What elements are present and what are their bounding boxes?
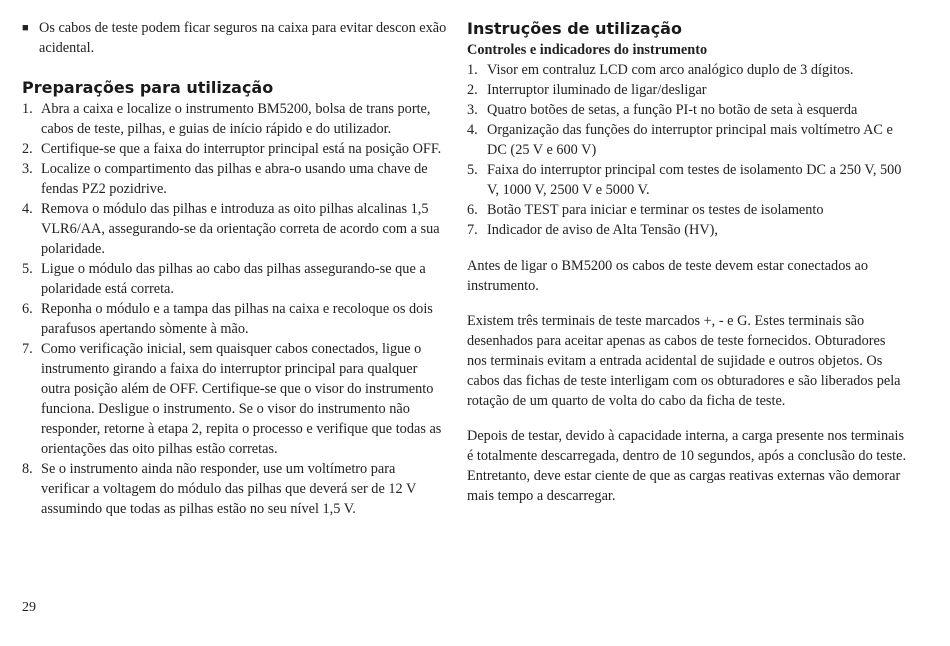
paragraph-connect-leads: Antes de ligar o BM5200 os cabos de teste devem estar conectados ao instrumento. xyxy=(467,258,868,294)
paragraph-discharge: Depois de testar, devido à capacidade interna, a carga presente nos terminais é totalmente descarregada, dentro de 10 segundos, após a conclusão do teste. Entretanto, deve estar ciente de que as cargas reativas externas vão demorar mais tempo a descarregar. xyxy=(467,428,907,504)
step-number: 2. xyxy=(22,141,33,157)
item-number: 4. xyxy=(467,122,478,138)
item-number: 5. xyxy=(467,162,478,178)
list-item xyxy=(22,199,447,259)
step-text: Certifique-se que a faixa do interruptor principal está na posição OFF. xyxy=(41,141,442,157)
step-number: 6. xyxy=(22,301,33,317)
step-text: Abra a caixa e localize o instrumento BM5200, bolsa de trans porte, cabos de teste, pilhas, e guias de início rápido e do utilizador. xyxy=(41,101,431,137)
instructions-heading: Instruções de utilização xyxy=(467,19,682,38)
list-item xyxy=(22,339,447,459)
list-item xyxy=(467,220,907,240)
step-text: Remova o módulo das pilhas e introduza as oito pilhas alcalinas 1,5 VLR6/AA, assegurando-se da orientação correta de acordo com a sua polaridade. xyxy=(41,201,440,257)
item-text: Interruptor iluminado de ligar/desligar xyxy=(487,82,707,98)
list-item xyxy=(467,120,907,160)
bullet-note-text: Os cabos de teste podem ficar seguros na caixa para evitar descon exão acidental. xyxy=(39,20,447,56)
right-column xyxy=(467,18,907,506)
item-text: Faixa do interruptor principal com testes de isolamento DC a 250 V, 500 V, 1000 V, 2500 V e 5000 V. xyxy=(487,162,902,198)
page-number: 29 xyxy=(22,600,36,615)
controls-subheading: Controles e indicadores do instrumento xyxy=(467,42,708,58)
list-item xyxy=(22,139,447,159)
step-text: Como verificação inicial, sem quaisquer cabos conectados, ligue o instrumento girando a faixa do interruptor principal para qualquer outra posição além de OFF. Certifique-se que o visor do instrumento funciona. Desligue o instrumento. Se o visor do instrumento não responder, retorne à etapa 2, repita o processo e verifique que todas as orientações das oito pilhas estão corretas. xyxy=(41,341,442,457)
list-item xyxy=(467,200,907,220)
list-item xyxy=(467,100,907,120)
preparation-steps-list xyxy=(22,99,447,519)
item-number: 2. xyxy=(467,82,478,98)
item-number: 3. xyxy=(467,102,478,118)
step-text: Se o instrumento ainda não responder, use um voltímetro para verificar a voltagem do módulo das pilhas que deverá ser de 12 V assumindo que todas as pilhas estão no seu nível 1,5 V. xyxy=(41,461,417,517)
item-text: Botão TEST para iniciar e terminar os testes de isolamento xyxy=(487,202,824,218)
step-number: 4. xyxy=(22,201,33,217)
step-number: 5. xyxy=(22,261,33,277)
list-item xyxy=(22,259,447,299)
paragraph-terminals: Existem três terminais de teste marcados +, - e G. Estes terminais são desenhados para aceitar apenas as cabos de teste fornecidos. Obturadores nos terminais evitam a entrada acidental de sujidade e outros objetos. Os cabos das fichas de teste interligam com os obturadores e são liberados pela rotação de um quarto de volta do cabo da ficha de teste. xyxy=(467,313,901,409)
step-number: 3. xyxy=(22,161,33,177)
square-bullet-icon: ■ xyxy=(22,22,29,34)
item-number: 7. xyxy=(467,222,478,238)
list-item xyxy=(467,60,907,80)
step-number: 1. xyxy=(22,101,33,117)
list-item xyxy=(22,159,447,199)
bullet-note xyxy=(22,18,447,58)
list-item xyxy=(22,459,447,519)
step-number: 7. xyxy=(22,341,33,357)
step-number: 8. xyxy=(22,461,33,477)
step-text: Reponha o módulo e a tampa das pilhas na caixa e recoloque os dois parafusos apertando sòmente à mão. xyxy=(41,301,433,337)
step-text: Localize o compartimento das pilhas e abra-o usando uma chave de fendas PZ2 pozidrive. xyxy=(41,161,428,197)
step-text: Ligue o módulo das pilhas ao cabo das pilhas assegurando-se que a polaridade está correta. xyxy=(41,261,426,297)
item-number: 6. xyxy=(467,202,478,218)
preparations-heading: Preparações para utilização xyxy=(22,78,274,97)
item-number: 1. xyxy=(467,62,478,78)
list-item xyxy=(467,160,907,200)
item-text: Indicador de aviso de Alta Tensão (HV), xyxy=(487,222,718,238)
item-text: Visor em contraluz LCD com arco analógico duplo de 3 dígitos. xyxy=(487,62,854,78)
controls-list xyxy=(467,60,907,240)
list-item xyxy=(467,80,907,100)
list-item xyxy=(22,99,447,139)
item-text: Organização das funções do interruptor principal mais voltímetro AC e DC (25 V e 600 V) xyxy=(487,122,893,158)
list-item xyxy=(22,299,447,339)
item-text: Quatro botões de setas, a função PI-t no botão de seta à esquerda xyxy=(487,102,858,118)
left-column xyxy=(22,18,447,519)
